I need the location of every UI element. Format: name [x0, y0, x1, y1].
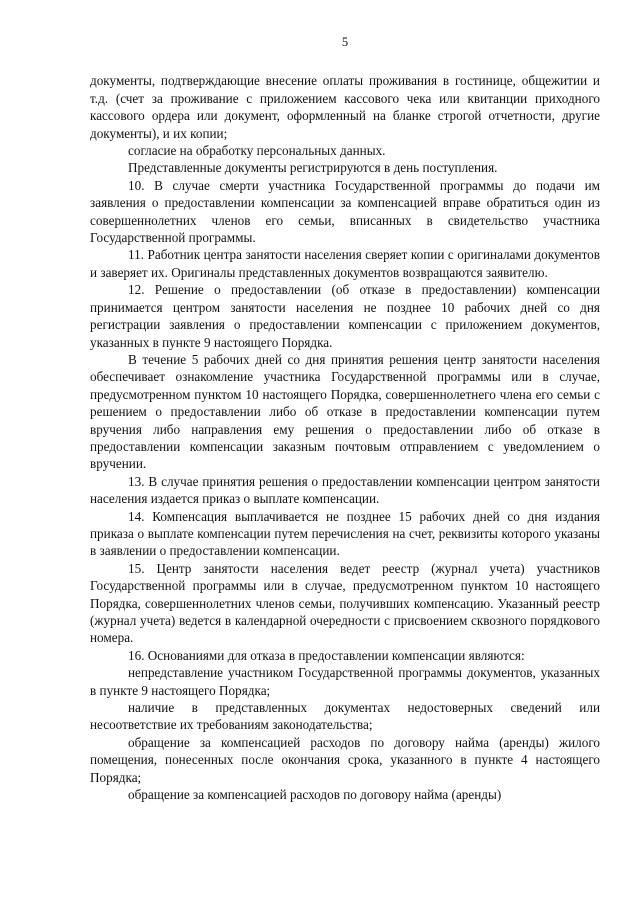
paragraph-refusal-after-term: обращение за компенсацией расходов по договору найма (аренды) жилого помещения, понесенных после окончания срока, указанного в пункте 4 настоящего Порядка; — [90, 734, 600, 785]
paragraph-item-16: 16. Основаниями для отказа в предоставлении компенсации являются: — [128, 647, 525, 663]
paragraph-registration: Представленные документы регистрируются в день поступления. — [128, 160, 498, 176]
page-number: 5 — [341, 35, 349, 49]
paragraph-consent: согласие на обработку персональных данных. — [128, 143, 386, 159]
paragraph-item-12-notification: В течение 5 рабочих дней со дня принятия решения центр занятости населения обеспечивает ознакомление участника Государственной программы или в случае, предусмотренном пунктом 10 настоящего Порядка, совершеннолетнего члена его семьи с решением о предоставлении либо об отказе в предоставлении компенсации путем вручения либо направления ему решения о предоставлении либо об отказе в предоставлении компенсации заказным почтовым отправлением с уведомлением о вручении. — [90, 351, 600, 472]
paragraph-item-12: 12. Решение о предоставлении (об отказе в предоставлении) компенсации принимается центром занятости населения не позднее 10 рабочих дней со дня регистрации заявления о предоставлении компенсации с приложением документов, указанных в пункте 9 настоящего Порядка. — [90, 282, 600, 350]
paragraph-item-11: 11. Работник центра занятости населения сверяет копии с оригиналами документов и заверяет их. Оригиналы представленных документов возвращаются заявителю. — [90, 247, 600, 280]
paragraph-item-15: 15. Центр занятости населения ведет реестр (журнал учета) участников Государственной программы или в случае, предусмотренном пунктом 10 настоящего Порядка, совершеннолетних членов семьи, получивших компенсацию. Указанный реестр (журнал учета) ведется в календарной очередности с присвоением сквозного порядкового номера. — [90, 560, 600, 646]
paragraph-item-13: 13. В случае принятия решения о предоставлении компенсации центром занятости населения издается приказ о выплате компенсации. — [90, 473, 600, 507]
paragraph-item-10: 10. В случае смерти участника Государственной программы до подачи им заявления о предоставлении компенсации за компенсацией вправе обратиться один из совершеннолетних членов его семьи, вписанных в свидетельство участника Государственной программы. — [90, 177, 600, 246]
paragraph-payment-documents: документы, подтверждающие внесение оплаты проживания в гостинице, общежитии и т.д. (счет за проживание с приложением кассового чека или квитанции приходного кассового ордера или документ, оформленный на бланке строгой отчетности, другие документы), и их копии; — [90, 73, 600, 141]
paragraph-refusal-false-info: наличие в представленных документах недостоверных сведений или несоответствие их требованиям законодательства; — [90, 700, 600, 733]
paragraph-refusal-no-documents: непредставление участником Государственной программы документов, указанных в пункте 9 настоящего Порядка; — [90, 665, 600, 698]
paragraph-refusal-rent-continued: обращение за компенсацией расходов по договору найма (аренды) — [128, 787, 502, 803]
paragraph-item-14: 14. Компенсация выплачивается не позднее 15 рабочих дней со дня издания приказа о выплате компенсации путем перечисления на счет, реквизиты которого указаны в заявлении о предоставлении компенсации. — [90, 508, 600, 559]
